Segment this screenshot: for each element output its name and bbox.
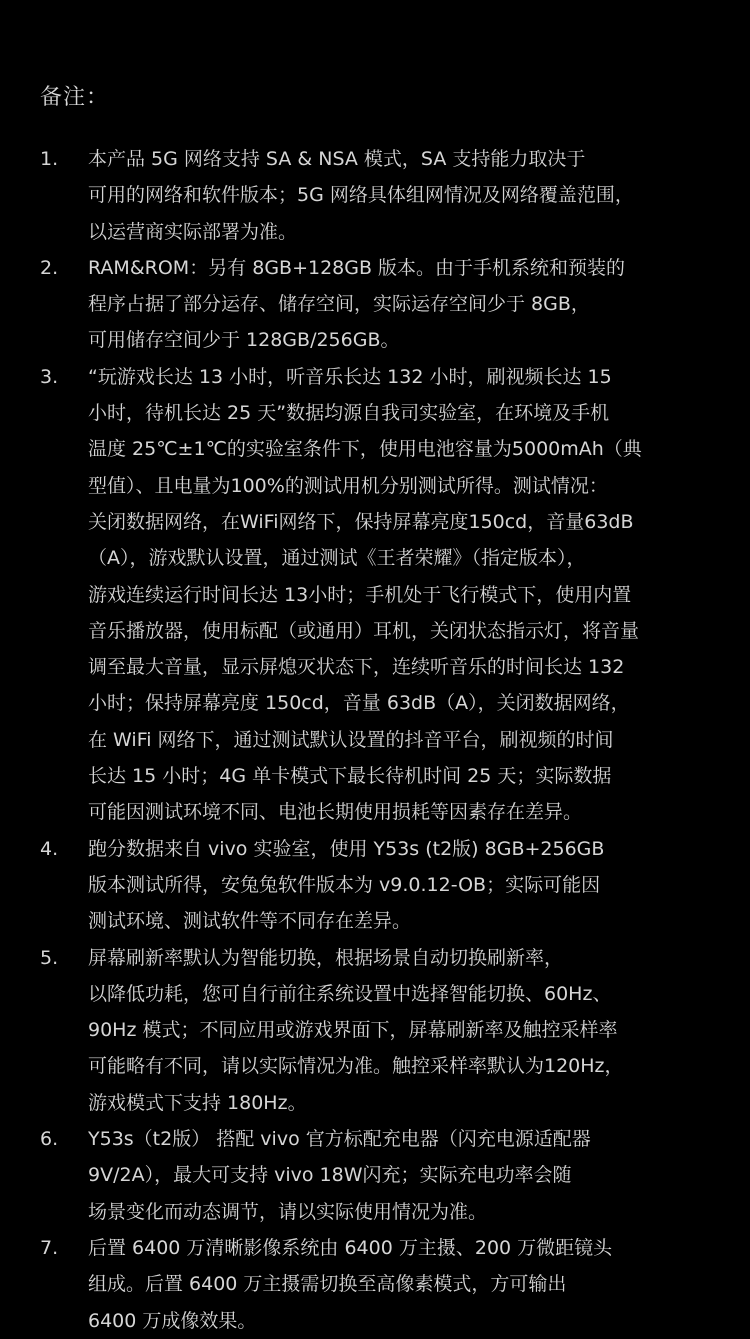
note-text-line: 游戏模式下支持 180Hz。 (88, 1091, 307, 1114)
note-text-line: 本产品 5G 网络支持 SA & NSA 模式，SA 支持能力取决于 (88, 148, 586, 170)
note-item (40, 250, 720, 359)
note-text (88, 940, 720, 1121)
notes-list (40, 141, 720, 1339)
page-title: 备注： (40, 85, 110, 110)
note-text-line: 可用的网络和软件版本；5G 网络具体组网情况及网络覆盖范围， (88, 184, 634, 207)
note-text-line: 测试环境、测试软件等不同存在差异。 (88, 910, 412, 933)
note-text-line: 可能因测试环境不同、电池长期使用损耗等因素存在差异。 (88, 801, 583, 824)
note-number: 4. (40, 837, 59, 860)
note-item (40, 1121, 720, 1230)
note-text-line: （A），游戏默认设置，通过测试《王者荣耀》（指定版本）， (88, 547, 586, 570)
note-text-line: 跑分数据来自 vivo 实验室，使用 Y53s (t2版) 8GB+256GB (88, 837, 605, 860)
note-text-line: 9V/2A），最大可支持 vivo 18W闪充；实际充电功率会随 (88, 1164, 572, 1187)
note-text-line: “玩游戏长达 13 小时，听音乐长达 132 小时，刷视频长达 15 (88, 365, 612, 388)
note-text-line: 场景变化而动态调节，请以实际使用情况为准。 (88, 1200, 488, 1223)
note-text (88, 1121, 720, 1230)
note-item (40, 831, 720, 940)
note-item (40, 940, 720, 1121)
note-text-line: 90Hz 模式；不同应用或游戏界面下，屏幕刷新率及触控采样率 (88, 1019, 618, 1042)
note-text (88, 831, 720, 940)
note-number: 1. (40, 148, 59, 170)
note-text-line: 以运营商实际部署为准。 (88, 220, 298, 243)
note-text-line: 可能略有不同，请以实际情况为准。触控采样率默认为120Hz， (88, 1055, 624, 1078)
note-number: 2. (40, 256, 59, 279)
note-text-line: 游戏连续运行时间长达 13小时；手机处于飞行模式下，使用内置 (88, 583, 632, 606)
note-number: 7. (40, 1236, 59, 1259)
note-number: 5. (40, 946, 59, 969)
note-text (88, 141, 720, 250)
note-text-line: 音乐播放器，使用标配（或通用）耳机，关闭状态指示灯，将音量 (88, 619, 640, 642)
note-text-line: 组成。后置 6400 万主摄需切换至高像素模式，方可输出 (88, 1273, 567, 1296)
note-text-line: 以降低功耗，您可自行前往系统设置中选择智能切换、60Hz、 (88, 982, 612, 1005)
note-text-line: 屏幕刷新率默认为智能切换，根据场景自动切换刷新率， (88, 946, 564, 969)
note-text (88, 250, 720, 359)
note-text-line: 小时；保持屏幕亮度 150cd，音量 63dB（A），关闭数据网络， (88, 692, 630, 715)
note-text-line: 版本测试所得，安兔兔软件版本为 v9.0.12-OB；实际可能因 (88, 873, 601, 896)
note-item (40, 141, 720, 250)
note-text-line: 6400 万成像效果。 (88, 1309, 257, 1332)
note-text-line: 长达 15 小时；4G 单卡模式下最长待机时间 25 天；实际数据 (88, 765, 612, 788)
note-item (40, 359, 720, 831)
note-text-line: 在 WiFi 网络下，通过测试默认设置的抖音平台，刷视频的时间 (88, 728, 614, 751)
note-text-line: 程序占据了部分运存、储存空间，实际运存空间少于 8GB， (88, 293, 590, 316)
note-text-line: 温度 25℃±1℃的实验室条件下，使用电池容量为5000mAh（典 (88, 438, 642, 461)
note-text-line: 关闭数据网络，在WiFi网络下，保持屏幕亮度150cd，音量63dB (88, 510, 634, 533)
note-text-line: 后置 6400 万清晰影像系统由 6400 万主摄、200 万微距镜头 (88, 1236, 613, 1259)
note-text-line: Y53s（t2版） 搭配 vivo 官方标配充电器（闪充电源适配器 (88, 1128, 591, 1151)
note-number: 3. (40, 365, 59, 388)
note-item (40, 1230, 720, 1339)
note-text (88, 1230, 720, 1339)
note-text-line: 小时，待机长达 25 天”数据均源自我司实验室，在环境及手机 (88, 402, 610, 425)
note-number: 6. (40, 1128, 59, 1151)
note-text-line: 型值）、且电量为100%的测试用机分别测试所得。测试情况： (88, 474, 608, 497)
note-text-line: RAM&ROM：另有 8GB+128GB 版本。由于手机系统和预装的 (88, 256, 626, 279)
note-text (88, 359, 720, 831)
note-text-line: 调至最大音量，显示屏熄灭状态下，连续听音乐的时间长达 132 (88, 656, 625, 679)
note-text-line: 可用储存空间少于 128GB/256GB。 (88, 329, 400, 352)
